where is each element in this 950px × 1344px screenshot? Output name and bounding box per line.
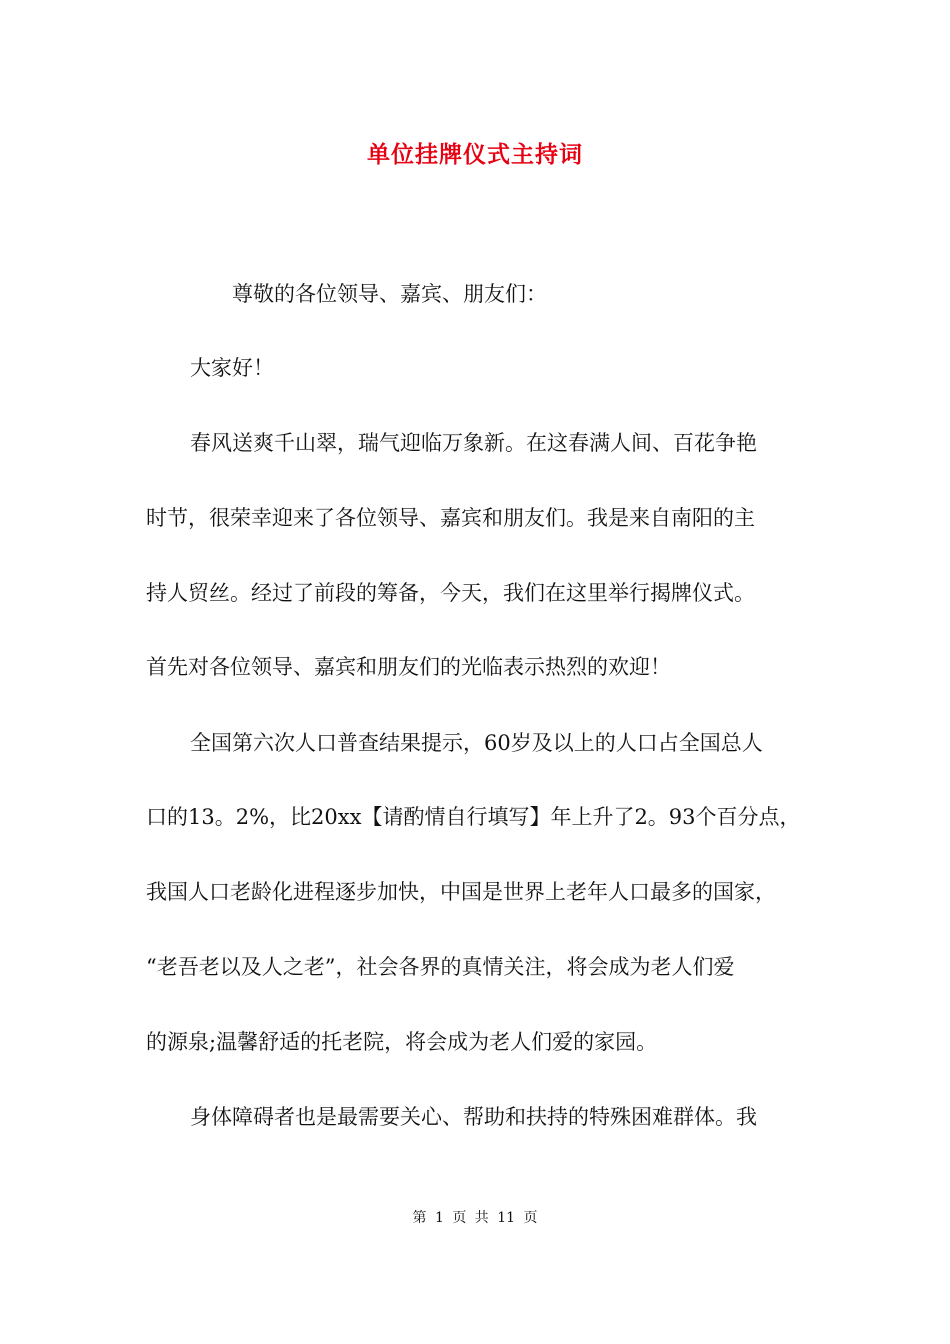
footer-prefix: 第 bbox=[412, 1210, 427, 1226]
footer-mid1: 页 bbox=[452, 1210, 467, 1226]
paragraph-line: 的源泉;温馨舒适的托老院，将会成为老人们爱的家园。 bbox=[146, 1030, 658, 1054]
paragraph-line: 全国第六次人口普查结果提示，60岁及以上的人口占全国总人 bbox=[190, 731, 763, 755]
paragraph-line: 口的13。2%，比20xx【请酌情自行填写】年上升了2。93个百分点， bbox=[146, 805, 801, 829]
paragraph-line: 时节，很荣幸迎来了各位领导、嘉宾和朋友们。我是来自南阳的主 bbox=[146, 506, 755, 530]
paragraph-line: 我国人口老龄化进程逐步加快，中国是世界上老年人口最多的国家， bbox=[146, 880, 776, 904]
paragraph-line: 首先对各位领导、嘉宾和朋友们的光临表示热烈的欢迎！ bbox=[146, 655, 671, 679]
paragraph-line: 春风送爽千山翠，瑞气迎临万象新。在这春满人间、百花争艳 bbox=[190, 431, 757, 455]
footer-current-page: 1 bbox=[434, 1210, 444, 1226]
greeting-line: 大家好！ bbox=[190, 356, 274, 380]
paragraph-line: 身体障碍者也是最需要关心、帮助和扶持的特殊困难群体。我 bbox=[190, 1105, 757, 1129]
paragraph-line: 持人贸丝。经过了前段的筹备，今天，我们在这里举行揭牌仪式。 bbox=[146, 581, 755, 605]
footer-mid2: 共 bbox=[474, 1210, 489, 1226]
paragraph-line: “老吾老以及人之老”，社会各界的真情关注，将会成为老人们爱 bbox=[146, 955, 735, 979]
page-footer bbox=[0, 1208, 950, 1228]
salutation-line: 尊敬的各位领导、嘉宾、朋友们： bbox=[232, 282, 547, 306]
page-title: 单位挂牌仪式主持词 bbox=[367, 141, 583, 168]
footer-total-pages: 11 bbox=[497, 1210, 516, 1226]
footer-suffix: 页 bbox=[523, 1210, 538, 1226]
